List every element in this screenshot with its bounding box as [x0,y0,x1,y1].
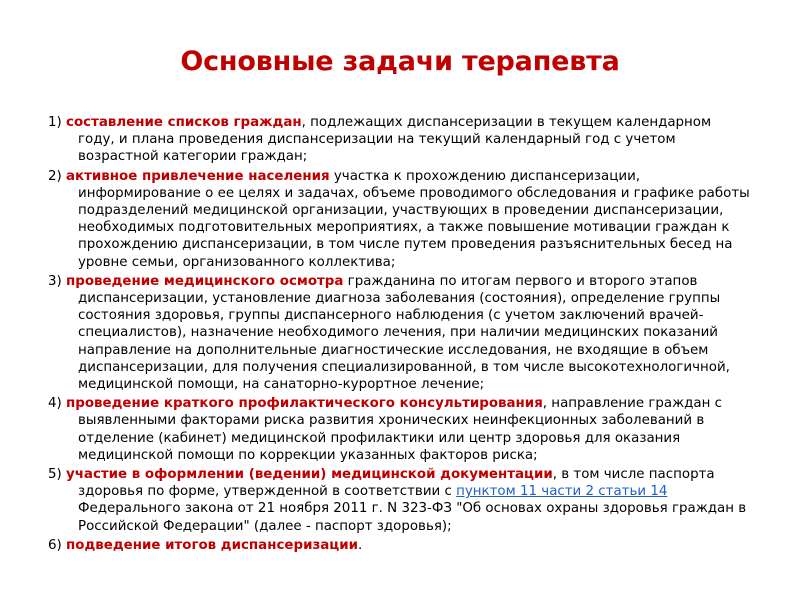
task-text: . [357,537,363,553]
task-number: 4) [48,396,62,412]
task-highlight: подведение итогов диспансеризации [66,537,358,553]
task-text: участка к прохождению диспансеризации, информирование о ее целях и задачах, объеме проводимого обследования и графике работы подразделений медицинской организации, участвующих в проведении диспансеризации, необходимых подготовительных мероприятиях, а также повышение мотивации граждан к прохождению диспансеризации, в том числе путем проведения разъяснительных бесед на уровне семьи, организованного коллектива; [78,168,750,270]
task-highlight: составление списков граждан [66,115,302,130]
task-highlight: активное привлечение населения [66,168,330,184]
task-text: , в том числе паспорта здоровья по форме, утвержденной в соответствии с [78,467,715,500]
task-number: 2) [48,168,62,184]
task-number: 3) [48,273,62,289]
task-item-5 [48,466,752,535]
slide-title: Основные задачи терапевта [180,46,620,77]
task-item-6 [48,537,752,554]
task-item-1 [48,114,752,166]
task-item-3 [48,273,752,393]
task-item-2 [48,168,752,271]
task-text: , направление граждан с выявленными факторами риска развития хронических неинфекционных заболеваний в отделение (кабинет) медицинской профилактики или центр здоровья для оказания медицинской помощи по коррекции указанных факторов риска; [78,396,723,463]
task-highlight: проведение краткого профилактического консультирования [66,396,543,412]
task-number: 1) [48,115,62,130]
task-text: гражданина по итогам первого и второго этапов диспансеризации, установление диагноза заболевания (состояния), определение группы состояния здоровья, группы диспансерного наблюдения (с учетом заключений врачей-специалистов), назначение необходимого лечения, при наличии медицинских показаний направление на дополнительные диагностические исследования, не входящие в объем диспансеризации, для получения специализированной, в том числе высокотехнологичной, медицинской помощи, на санаторно-курортное лечение; [78,273,730,393]
task-text: , подлежащих диспансеризации в текущем календарном году, и плана проведения диспансеризации на текущий календарный год с учетом возрастной категории граждан; [78,115,712,165]
task-highlight: участие в оформлении (ведении) медицинской документации [66,467,553,483]
task-number: 6) [48,537,62,553]
task-number: 5) [48,467,62,483]
task-highlight: проведение медицинского осмотра [66,273,344,289]
law-reference-link[interactable]: пунктом 11 части 2 статьи 14 [456,484,668,500]
task-text: Федерального закона от 21 ноября 2011 г. N 323-ФЗ "Об основах охраны здоровья граждан в Российской Федерации" (далее - паспорт здоровья); [78,501,747,534]
task-item-4 [48,395,752,464]
task-list [48,114,752,556]
